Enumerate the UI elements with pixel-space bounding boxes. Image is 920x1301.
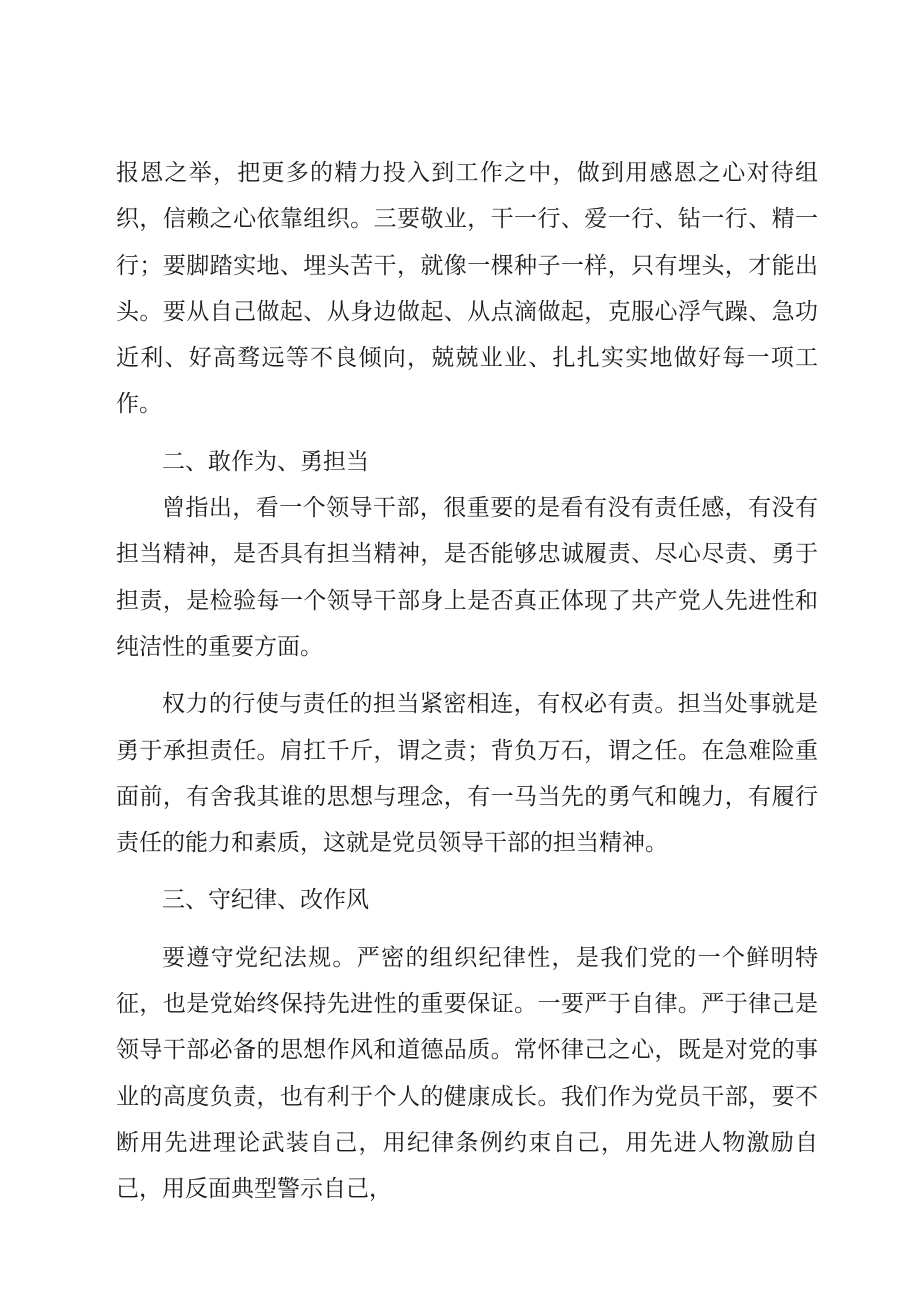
section-heading-2: 二、敢作为、勇担当 bbox=[162, 448, 369, 475]
paragraph-continuation: 报恩之举，把更多的精力投入到工作之中，做到用感恩之心对待组织，信赖之心依靠组织。三要敬业，干一行、爱一行、钻一行、精一行；要脚踏实地、埋头苦干，就像一棵种子一样，只有埋头，才能出头。要从自己做起、从身边做起、从点滴做起，克服心浮气躁、急功近利、好高骛远等不良倾向，兢兢业业、扎扎实实地做好每一项工作。 bbox=[116, 160, 818, 418]
document-body bbox=[116, 150, 818, 1213]
section-heading-3: 三、守纪律、改作风 bbox=[162, 887, 369, 914]
paragraph-discipline: 要遵守党纪法规。严密的组织纪律性，是我们党的一个鲜明特征，也是党始终保持先进性的重要保证。一要严于自律。严于律己是领导干部必备的思想作风和道德品质。常怀律己之心，既是对党的事业的高度负责，也有利于个人的健康成长。我们作为党员干部，要不断用先进理论武装自己，用纪律条例约束自己，用先进人物激励自己，用反面典型警示自己， bbox=[116, 944, 818, 1203]
paragraph-power: 权力的行使与责任的担当紧密相连，有权必有责。担当处事就是勇于承担责任。肩扛千斤，谓之责；背负万石，谓之任。在急难险重面前，有舍我其谁的思想与理念，有一马当先的勇气和魄力，有履行责任的能力和素质，这就是党员领导干部的担当精神。 bbox=[116, 691, 818, 857]
paragraph-responsibility: 曾指出，看一个领导干部，很重要的是看有没有责任感，有没有担当精神，是否具有担当精神，是否能够忠诚履责、尽心尽责、勇于担责，是检验每一个领导干部身上是否真正体现了共产党人先进性和纯洁性的重要方面。 bbox=[116, 495, 818, 660]
